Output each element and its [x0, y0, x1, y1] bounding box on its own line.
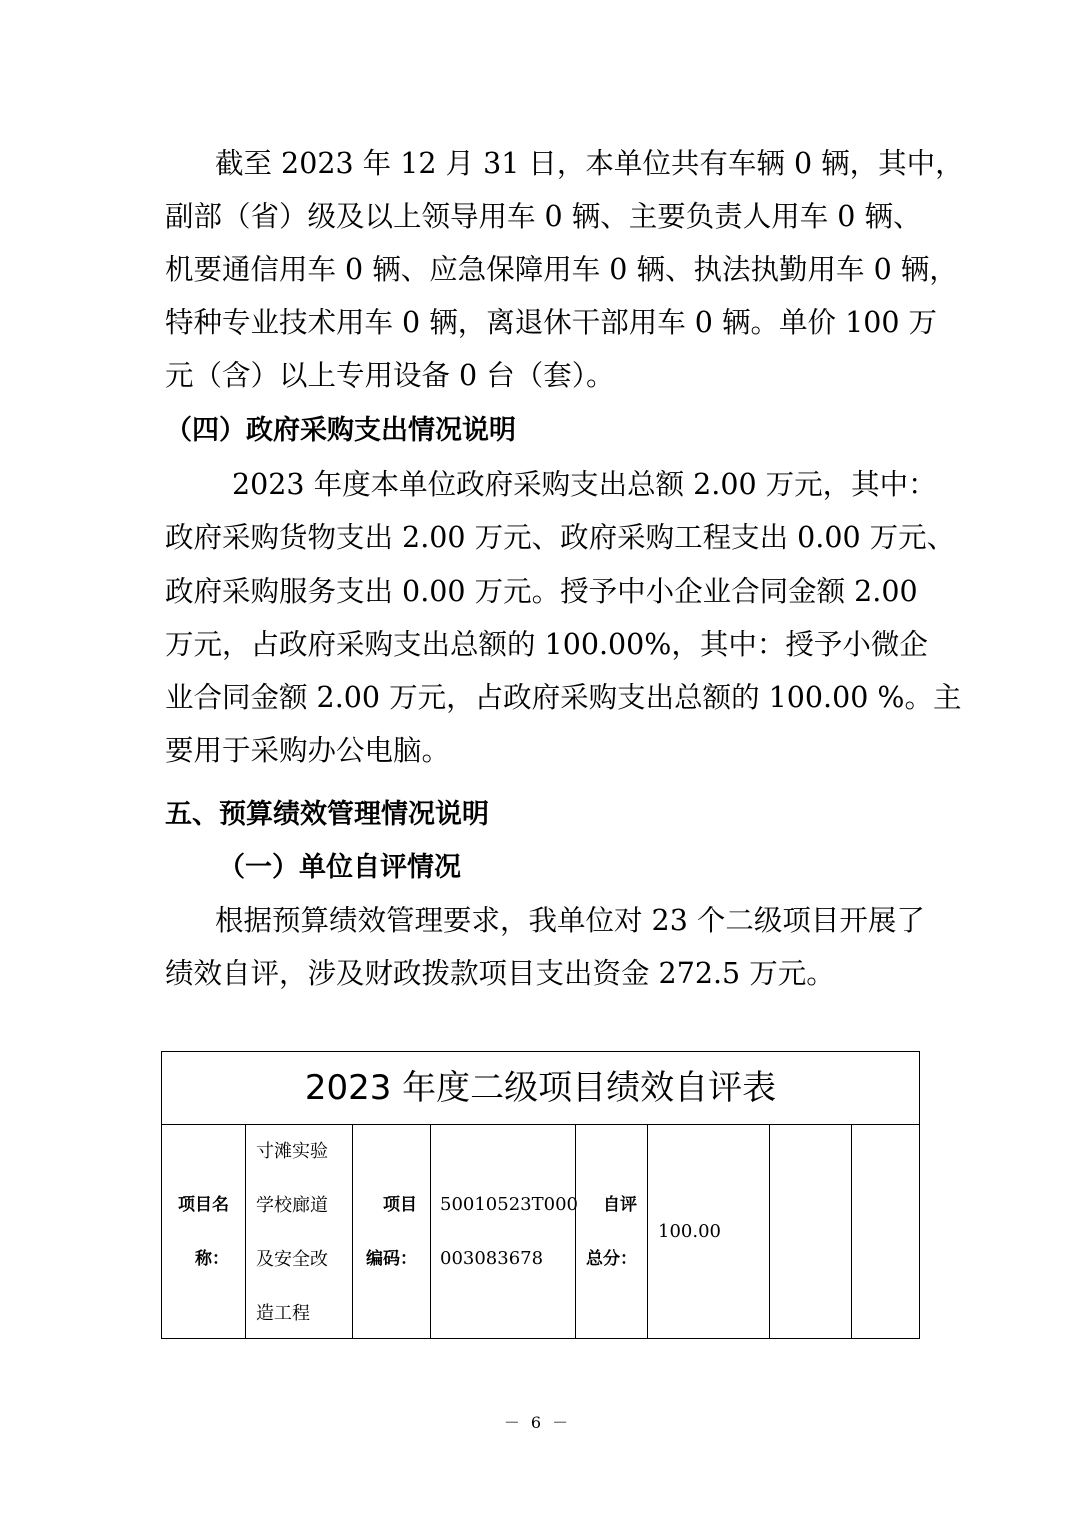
project-name-value: 及安全改: [256, 1249, 328, 1270]
score-value-cell: [648, 1125, 770, 1338]
self-eval-table: [161, 1051, 920, 1339]
text-line: 根据预算绩效管理要求，我单位对 23 个二级项目开展了: [215, 904, 925, 937]
project-code-label: 编码：: [366, 1248, 417, 1269]
text-line: 万元，占政府采购支出总额的 100.00%，其中：授予小微企: [165, 628, 928, 661]
project-name-label: 项目名: [178, 1194, 229, 1215]
score-label: 自评: [603, 1194, 637, 1215]
text-line: 截至 2023 年 12 月 31 日，本单位共有车辆 0 辆，其中，: [215, 147, 964, 180]
project-code-label: 项目: [383, 1194, 417, 1215]
text-line: 业合同金额 2.00 万元，占政府采购支出总额的 100.00 %。主: [165, 681, 962, 714]
text-line: 政府采购服务支出 0.00 万元。授予中小企业合同金额 2.00: [165, 575, 918, 608]
text-line: 政府采购货物支出 2.00 万元、政府采购工程支出 0.00 万元、: [165, 521, 956, 554]
page-number: － 6 －: [503, 1413, 572, 1432]
project-name-value: 造工程: [256, 1303, 310, 1324]
text-line: 元（含）以上专用设备 0 台（套）。: [165, 359, 615, 392]
score-value: 100.00: [658, 1220, 721, 1242]
text-line: 副部（省）级及以上领导用车 0 辆、主要负责人用车 0 辆、: [165, 200, 922, 233]
project-code-value: 003083678: [440, 1247, 544, 1269]
project-name-label-cell: [162, 1125, 246, 1338]
table-title: 2023 年度二级项目绩效自评表: [162, 1052, 919, 1125]
heading-performance: 五、预算绩效管理情况说明: [165, 799, 489, 830]
empty-cell: [852, 1125, 919, 1338]
text-line: 要用于采购办公电脑。: [165, 734, 451, 767]
project-name-label: 称：: [195, 1248, 229, 1269]
heading-self-eval: （一）单位自评情况: [218, 852, 461, 883]
project-name-value: 寸滩实验: [256, 1141, 328, 1162]
text-line: 2023 年度本单位政府采购支出总额 2.00 万元，其中：: [232, 468, 937, 501]
text-line: 机要通信用车 0 辆、应急保障用车 0 辆、执法执勤用车 0 辆，: [165, 253, 958, 286]
project-name-value-cell: [246, 1125, 353, 1338]
empty-cell: [770, 1125, 852, 1338]
project-code-label-cell: [353, 1125, 431, 1338]
score-label-cell: [576, 1125, 648, 1338]
text-line: 绩效自评，涉及财政拨款项目支出资金 272.5 万元。: [165, 957, 835, 990]
project-name-value: 学校廊道: [256, 1195, 328, 1216]
score-label: 总分：: [586, 1248, 637, 1269]
text-line: 特种专业技术用车 0 辆，离退休干部用车 0 辆。单价 100 万: [165, 306, 938, 339]
project-code-value-cell: [431, 1125, 576, 1338]
heading-procurement: （四）政府采购支出情况说明: [165, 415, 516, 446]
project-code-value: 50010523T000: [440, 1193, 578, 1215]
